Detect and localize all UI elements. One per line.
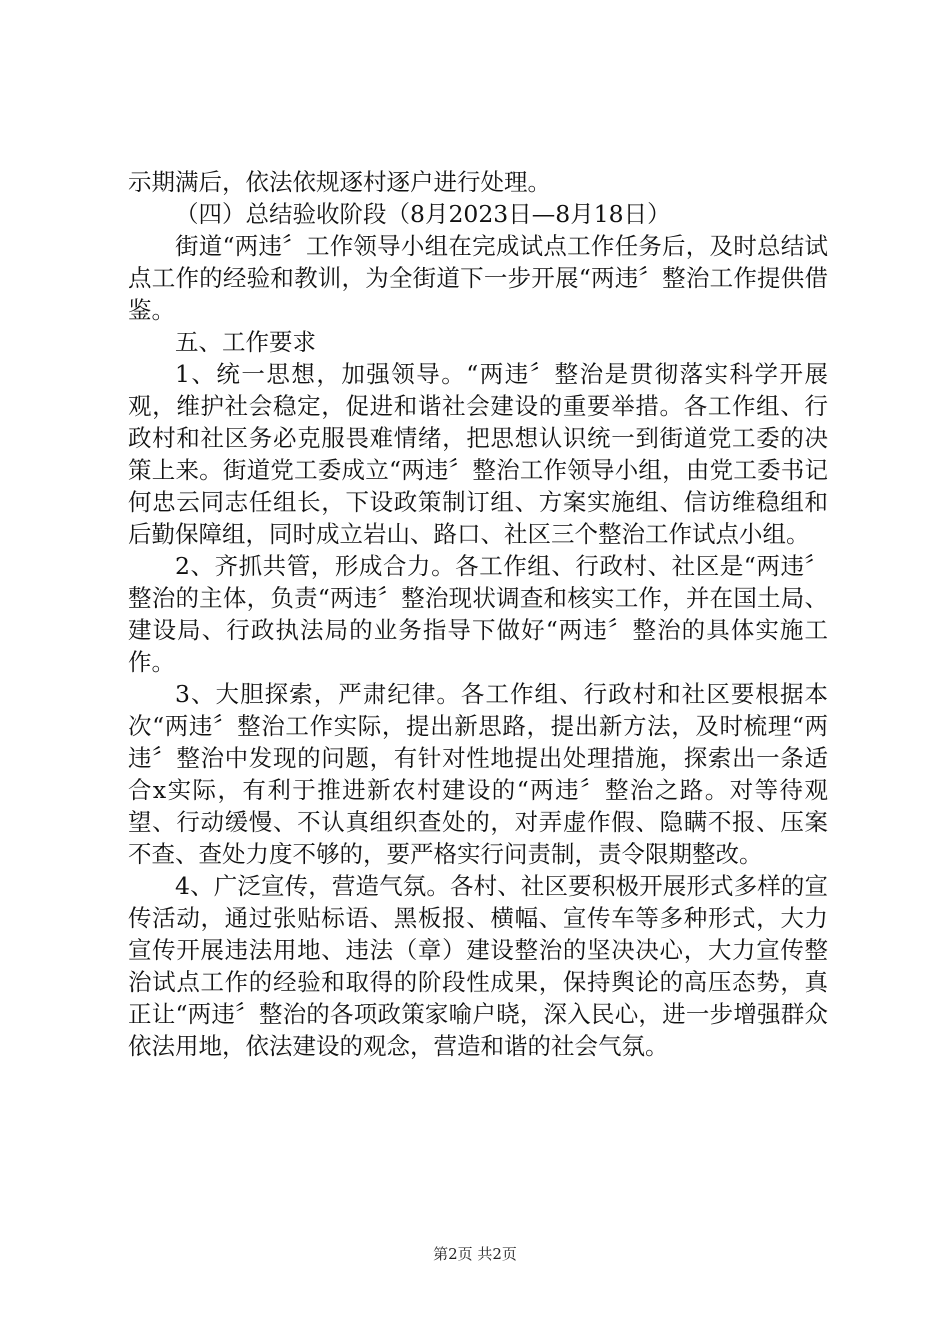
section-heading-work-requirements: 五、工作要求 [175, 328, 316, 356]
paragraph-summary: 街道“两违〞工作领导小组在完成试点工作任务后，及时总结试点工作的经验和教训，为全街道下一步开展“两违〞整治工作提供借鉴。 [128, 232, 828, 324]
page-number-footer: 第2页 共2页 [433, 1245, 517, 1263]
paragraph-requirement-4: 4、广泛宣传，营造气氛。各村、社区要积极开展形式多样的宣传活动，通过张贴标语、黑板报、横幅、宣传车等多种形式，大力宣传开展违法用地、违法（章）建设整治的坚决决心，大力宣传整治试点工作的经验和取得的阶段性成果，保持舆论的高压态势，真正让“两违〞整治的各项政策家喻户晓，深入民心，进一步增强群众依法用地，依法建设的观念，营造和谐的社会气氛。 [128, 872, 828, 1060]
paragraph-requirement-2: 2、齐抓共管，形成合力。各工作组、行政村、社区是“两违〞整治的主体，负责“两违〞整治现状调查和核实工作，并在国土局、建设局、行政执法局的业务指导下做好“两违〞整治的具体实施工作。 [128, 552, 828, 676]
document-body [128, 166, 828, 1062]
paragraph-continuation: 示期满后，依法依规逐村逐户进行处理。 [128, 168, 551, 196]
paragraph-requirement-1: 1、统一思想，加强领导。“两违〞整治是贯彻落实科学开展观，维护社会稳定，促进和谐社会建设的重要举措。各工作组、行政村和社区务必克服畏难情绪，把思想认识统一到街道党工委的决策上来。街道党工委成立“两违〞整治工作领导小组，由党工委书记何忠云同志任组长，下设政策制订组、方案实施组、信访维稳组和后勤保障组，同时成立岩山、路口、社区三个整治工作试点小组。 [128, 360, 828, 548]
paragraph-requirement-3: 3、大胆探索，严肃纪律。各工作组、行政村和社区要根据本次“两违〞整治工作实际，提出新思路，提出新方法，及时梳理“两违〞整治中发现的问题，有针对性地提出处理措施，探索出一条适合x实际，有利于推进新农村建设的“两违〞整治之路。对等待观望、行动缓慢、不认真组织查处的，对弄虚作假、隐瞒不报、压案不查、查处力度不够的，要严格实行问责制，责令限期整改。 [128, 680, 828, 868]
section-heading-summary-stage: （四）总结验收阶段（8月2023日—8月18日） [175, 200, 671, 228]
